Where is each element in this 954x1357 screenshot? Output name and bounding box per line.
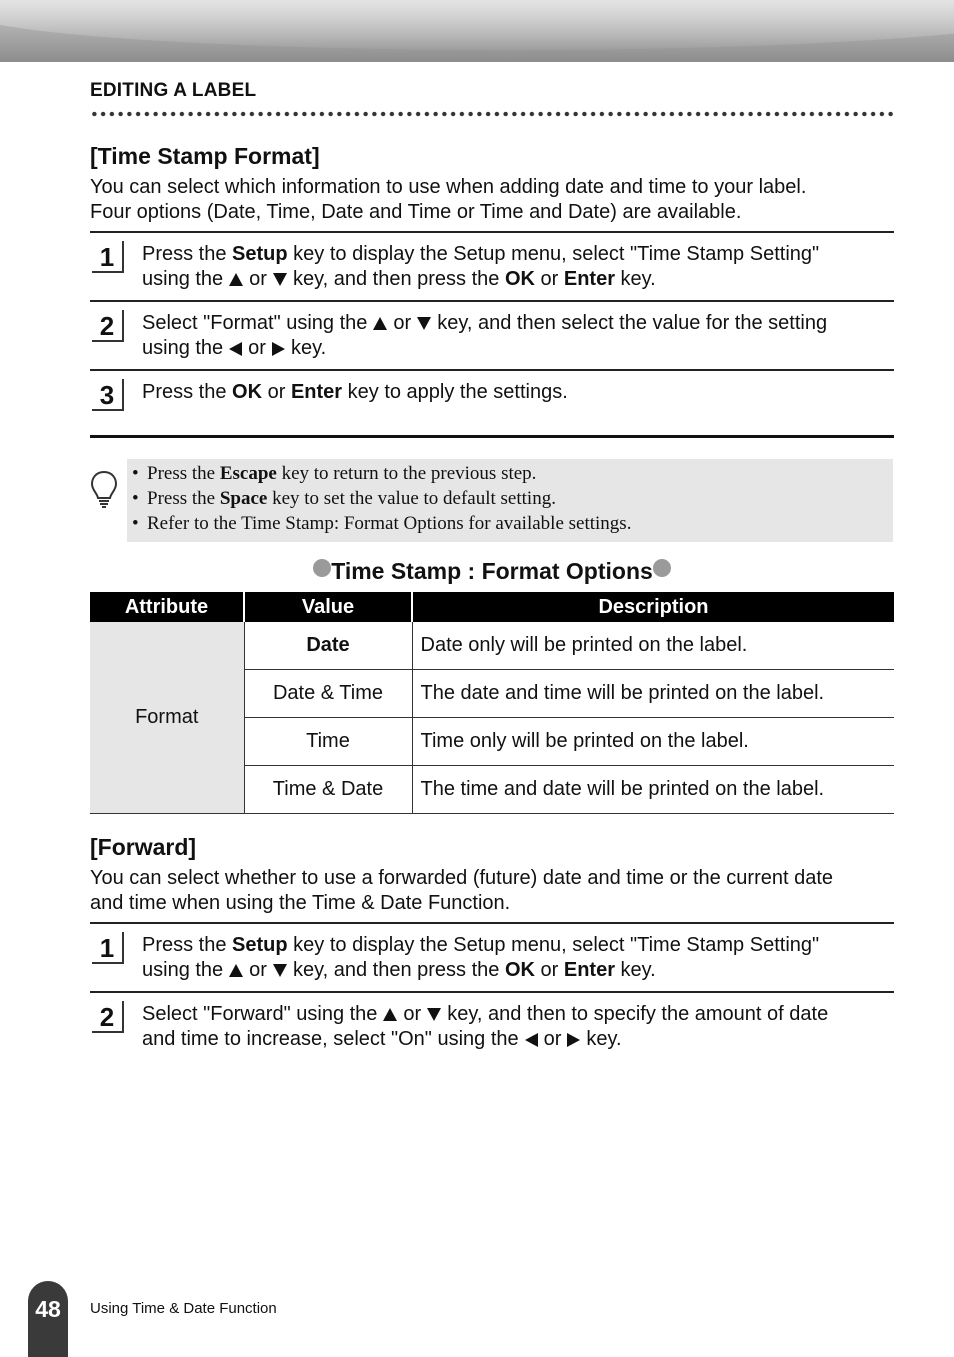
step-number: 2	[92, 310, 124, 342]
lightbulb-icon	[90, 470, 118, 510]
step-2	[90, 991, 894, 1060]
intro-line: Four options (Date, Time, Date and Time or Time and Date) are available.	[90, 201, 742, 223]
title-dot	[653, 559, 671, 577]
step-1	[90, 922, 894, 991]
description-cell: The date and time will be printed on the label.	[412, 670, 894, 718]
dotted-divider	[90, 110, 894, 118]
right-arrow-icon	[567, 1033, 580, 1047]
right-arrow-icon	[272, 342, 285, 356]
page-number: 48	[28, 1281, 68, 1357]
step-2	[90, 300, 894, 369]
hint-item: • Press the Space key to set the value to default setting.	[132, 488, 556, 509]
up-arrow-icon	[373, 317, 387, 330]
table-row	[90, 622, 894, 670]
forward-intro	[90, 866, 894, 916]
down-arrow-icon	[273, 273, 287, 286]
step-text: Press the OK or Enter key to apply the settings.	[142, 381, 568, 403]
description-header: Description	[412, 592, 894, 622]
description-cell: Time only will be printed on the label.	[412, 718, 894, 766]
title-dot	[313, 559, 331, 577]
intro-line: You can select which information to use when adding date and time to your label.	[90, 176, 807, 198]
table-title: Time Stamp : Format Options	[90, 558, 894, 585]
up-arrow-icon	[383, 1008, 397, 1021]
step-3	[90, 369, 894, 431]
left-arrow-icon	[229, 342, 242, 356]
down-arrow-icon	[273, 964, 287, 977]
step-text: Press the Setup key to display the Setup menu, select "Time Stamp Setting" using the or key, and then press the OK or Enter key.	[142, 243, 820, 290]
step-text: Press the Setup key to display the Setup menu, select "Time Stamp Setting" using the or key, and then press the OK or Enter key.	[142, 934, 820, 981]
step-1	[90, 231, 894, 300]
step-text: Select "Format" using the or key, and then select the value for the setting using the or key.	[142, 312, 828, 359]
description-cell: Date only will be printed on the label.	[412, 622, 894, 670]
value-header: Value	[244, 592, 412, 622]
hint-box	[127, 459, 893, 542]
table-header-row	[90, 592, 894, 622]
down-arrow-icon	[427, 1008, 441, 1021]
time-stamp-format-intro	[90, 175, 894, 225]
header-band	[0, 0, 954, 62]
time-stamp-format-heading: [Time Stamp Format]	[90, 143, 320, 169]
description-cell: The time and date will be printed on the label.	[412, 766, 894, 814]
step-number: 1	[92, 932, 124, 964]
up-arrow-icon	[229, 964, 243, 977]
time-stamp-format-steps	[90, 231, 894, 431]
intro-line: and time when using the Time & Date Function.	[90, 892, 511, 914]
forward-heading: [Forward]	[90, 834, 197, 860]
step-number: 2	[92, 1001, 124, 1033]
step-text: Select "Forward" using the or key, and then to specify the amount of date and time to increase, select "On" using the or key.	[142, 1003, 829, 1050]
left-arrow-icon	[525, 1033, 538, 1047]
value-cell: Date & Time	[244, 670, 412, 718]
attribute-cell: Format	[90, 622, 244, 814]
step-number: 3	[92, 379, 124, 411]
value-cell: Time & Date	[244, 766, 412, 814]
format-options-table	[90, 592, 894, 814]
section-heading: EDITING A LABEL	[90, 80, 257, 101]
step-number: 1	[92, 241, 124, 273]
value-cell: Time	[244, 718, 412, 766]
value-cell: Date	[244, 622, 412, 670]
down-arrow-icon	[417, 317, 431, 330]
hint-item: • Press the Escape key to return to the previous step.	[132, 463, 537, 484]
forward-steps	[90, 922, 894, 1060]
attribute-header: Attribute	[90, 592, 244, 622]
intro-line: You can select whether to use a forwarded (future) date and time or the current date	[90, 867, 834, 889]
hint-item: • Refer to the Time Stamp: Format Options for available settings.	[132, 513, 632, 534]
up-arrow-icon	[229, 273, 243, 286]
chapter-title: Using Time & Date Function	[90, 1300, 277, 1317]
steps-end-rule	[90, 435, 894, 438]
